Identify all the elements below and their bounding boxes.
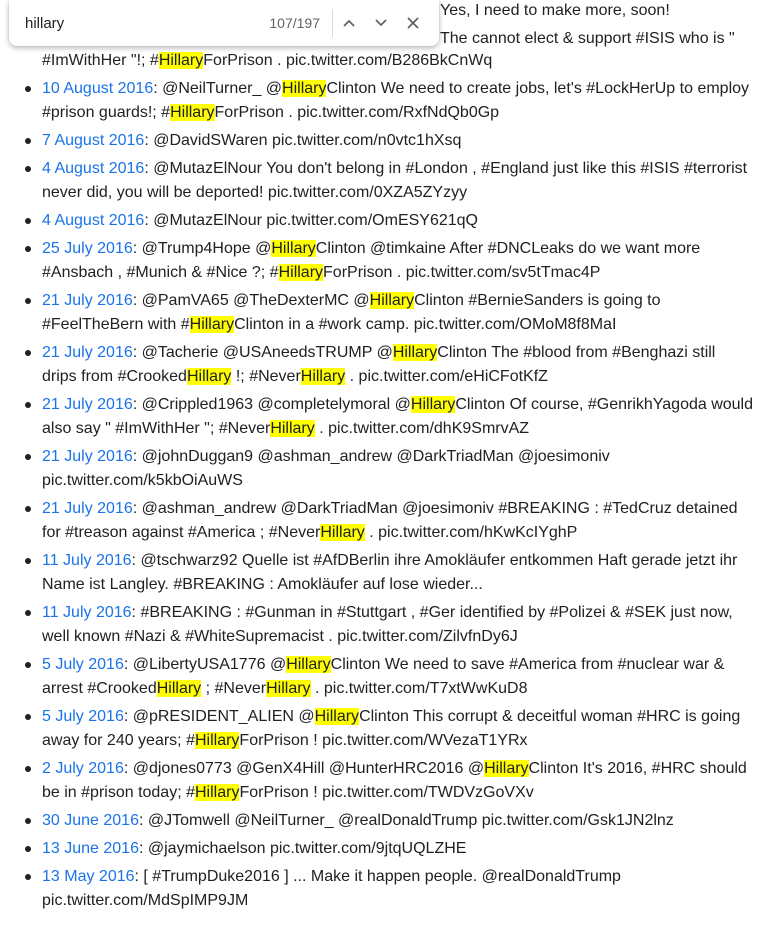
tweet-text: : @johnDuggan9 @ashman_andrew @DarkTriadMan @joesimoniv pic.twitter.com/k5kbOiAuWS — [42, 448, 610, 489]
find-next-button[interactable] — [365, 7, 397, 39]
tweet-date-link[interactable]: 10 August 2016 — [42, 80, 154, 97]
tweet-item — [0, 157, 768, 205]
tweet-list — [0, 77, 768, 917]
partial-tweet-line: #ImWithHer "!; # — [42, 52, 159, 69]
search-highlight: Hillary — [156, 680, 202, 697]
search-highlight: Hillary — [286, 656, 331, 673]
tweet-date-link[interactable]: 21 July 2016 — [42, 292, 133, 309]
tweet-text: : @NeilTurner_ @ — [153, 80, 283, 97]
search-highlight: Hillary — [194, 732, 240, 749]
chevron-up-icon — [341, 15, 357, 31]
tweet-date-link[interactable]: 13 May 2016 — [42, 868, 135, 885]
search-highlight: Hillary — [266, 680, 311, 697]
tweet-date-link[interactable]: 25 July 2016 — [42, 240, 133, 257]
search-highlight: Hillary — [189, 316, 235, 333]
tweet-text: Clinton We need to save #America from #nuclear war & arrest #Crooked — [42, 656, 725, 697]
tweet-text: Clinton @timkaine After #DNCLeaks do we want more #Ansbach , #Munich & #Nice ?; # — [42, 240, 701, 281]
tweet-text: ForPrison . pic.twitter.com/RxfNdQb0Gp — [214, 104, 500, 121]
tweet-date-link[interactable]: 21 July 2016 — [42, 344, 133, 361]
tweet-item — [0, 497, 768, 545]
tweet-text: . pic.twitter.com/eHiCFotKfZ — [345, 368, 548, 385]
tweet-text: : @MutazElNour You don't belong in #London , #England just like this #ISIS #terrorist never did, you will be deported! pic.twitter.com/0XZA5ZYzyy — [42, 160, 748, 201]
tweet-text: . pic.twitter.com/hKwKcIYghP — [364, 524, 578, 541]
search-highlight: Hillary — [300, 368, 346, 385]
tweet-date-link[interactable]: 13 June 2016 — [42, 840, 139, 857]
tweet-text: : @Crippled1963 @completelymoral @ — [132, 396, 411, 413]
search-highlight: Hillary — [270, 420, 315, 437]
tweet-date-link[interactable]: 21 July 2016 — [42, 396, 133, 413]
tweet-text: . pic.twitter.com/T7xtWwKuD8 — [310, 680, 528, 697]
tweet-text: : @Trump4Hope @ — [132, 240, 272, 257]
search-highlight: Hillary — [282, 80, 327, 97]
tweet-text: ForPrison . pic.twitter.com/sv5tTmac4P — [323, 264, 601, 281]
find-previous-button[interactable] — [333, 7, 365, 39]
partial-tweet-text — [440, 27, 735, 51]
tweet-date-link[interactable]: 4 August 2016 — [42, 160, 145, 177]
find-close-button[interactable] — [397, 7, 429, 39]
tweet-item — [0, 77, 768, 125]
tweet-item — [0, 653, 768, 701]
tweet-item — [0, 865, 768, 913]
tweet-text: Clinton #BernieSanders is going to #FeelTheBern with # — [42, 292, 661, 333]
tweet-text: Clinton in a #work camp. pic.twitter.com/OMoM8f8MaI — [234, 316, 617, 333]
search-highlight: Hillary — [271, 240, 316, 257]
tweet-text: Clinton We need to create jobs, let's #LockHerUp to employ #prison guards!; # — [42, 80, 750, 121]
tweet-text: : @djones0773 @GenX4Hill @HunterHRC2016 @ — [123, 760, 485, 777]
tweet-text: : @DavidSWaren pic.twitter.com/n0vtc1hXsq — [144, 132, 462, 149]
tweet-date-link[interactable]: 11 July 2016 — [42, 552, 132, 569]
tweet-date-link[interactable]: 5 July 2016 — [42, 656, 124, 673]
tweet-text: : @LibertyUSA1776 @ — [123, 656, 287, 673]
search-highlight: Hillary — [320, 524, 365, 541]
chevron-down-icon — [373, 15, 389, 31]
tweet-text: Clinton It's 2016, #HRC should be in #prison today; # — [42, 760, 747, 801]
partial-tweet-line: Yes, I need to make more, soon! — [440, 2, 670, 19]
partial-tweet-line: The cannot elect & support #ISIS who is " — [440, 30, 735, 47]
tweet-text: . pic.twitter.com/dhK9SmrvAZ — [314, 420, 530, 437]
tweet-item — [0, 757, 768, 805]
tweet-text: : @jaymichaelson pic.twitter.com/9jtqUQLZHE — [138, 840, 467, 857]
tweet-item — [0, 341, 768, 389]
tweet-text: : @PamVA65 @TheDexterMC @ — [132, 292, 370, 309]
tweet-item — [0, 445, 768, 493]
search-highlight: Hillary — [186, 368, 232, 385]
tweet-text: ; #Never — [201, 680, 267, 697]
tweet-text: : #BREAKING : #Gunman in #Stuttgart , #Ger identified by #Polizei & #SEK just now, well known #Nazi & #WhiteSupremacist . pic.twitter.com/ZilvfnDy6J — [42, 604, 733, 645]
find-match-count: 107/197 — [269, 9, 333, 37]
partial-tweet-line: ForPrison . pic.twitter.com/B286BkCnWq — [203, 52, 493, 69]
search-highlight: Hillary — [369, 292, 415, 309]
tweet-item — [0, 809, 768, 833]
search-highlight: Hillary — [278, 264, 324, 281]
tweet-item — [0, 209, 768, 233]
tweet-text: !; #Never — [231, 368, 301, 385]
tweet-text: Clinton The #blood from #Benghazi still drips from #Crooked — [42, 344, 716, 385]
tweet-item — [0, 289, 768, 337]
tweet-text: : @tschwarz92 Quelle ist #AfDBerlin ihre Amokläufer entkommen Haft gerade jetzt ihr Name ist Langley. #BREAKING : Amokläufer auf lose wieder... — [42, 552, 738, 593]
tweet-text: ForPrison ! pic.twitter.com/TWDVzGoVXv — [239, 784, 534, 801]
tweet-date-link[interactable]: 5 July 2016 — [42, 708, 124, 725]
tweet-text: : @MutazElNour pic.twitter.com/OmESY621qQ — [144, 212, 478, 229]
search-highlight: Hillary — [170, 104, 215, 121]
tweet-item — [0, 601, 768, 649]
tweet-text: : @pRESIDENT_ALIEN @ — [123, 708, 315, 725]
tweet-text: : @JTomwell @NeilTurner_ @realDonaldTrump pic.twitter.com/Gsk1JN2lnz — [138, 812, 674, 829]
tweet-item — [0, 549, 768, 597]
find-bar — [9, 0, 439, 46]
close-icon — [405, 15, 421, 31]
tweet-item — [0, 705, 768, 753]
tweet-text: : @ashman_andrew @DarkTriadMan @joesimoniv #BREAKING : #TedCruz detained for #treason against #America ; #Never — [42, 500, 738, 541]
partial-tweet-text — [42, 49, 492, 73]
search-highlight: Hillary — [314, 708, 360, 725]
tweet-text: Clinton This corrupt & deceitful woman #HRC is going away for 240 years; # — [42, 708, 741, 749]
search-highlight: Hillary — [484, 760, 529, 777]
tweet-date-link[interactable]: 11 July 2016 — [42, 604, 132, 621]
tweet-text: : @Tacherie @USAneedsTRUMP @ — [132, 344, 393, 361]
tweet-date-link[interactable]: 30 June 2016 — [42, 812, 139, 829]
tweet-item — [0, 237, 768, 285]
tweet-date-link[interactable]: 4 August 2016 — [42, 212, 145, 229]
tweet-date-link[interactable]: 2 July 2016 — [42, 760, 124, 777]
tweet-date-link[interactable]: 21 July 2016 — [42, 500, 133, 517]
tweet-text: : [ #TrumpDuke2016 ] ... Make it happen people. @realDonaldTrump pic.twitter.com/MdSpIMP9JM — [42, 868, 621, 909]
tweet-text: ForPrison ! pic.twitter.com/WVezaT1YRx — [239, 732, 528, 749]
tweet-item — [0, 129, 768, 153]
tweet-item — [0, 393, 768, 441]
tweet-item — [0, 837, 768, 861]
find-input[interactable] — [25, 15, 265, 32]
tweet-date-link[interactable]: 21 July 2016 — [42, 448, 133, 465]
tweet-date-link[interactable]: 7 August 2016 — [42, 132, 145, 149]
search-highlight: Hillary — [410, 396, 456, 413]
search-highlight: Hillary — [392, 344, 438, 361]
search-highlight: Hillary — [158, 52, 204, 69]
tweet-text: Clinton Of course, #GenrikhYagoda would also say " #ImWithHer "; #Never — [42, 396, 754, 437]
partial-tweet-text — [440, 0, 670, 23]
search-highlight: Hillary — [195, 784, 240, 801]
